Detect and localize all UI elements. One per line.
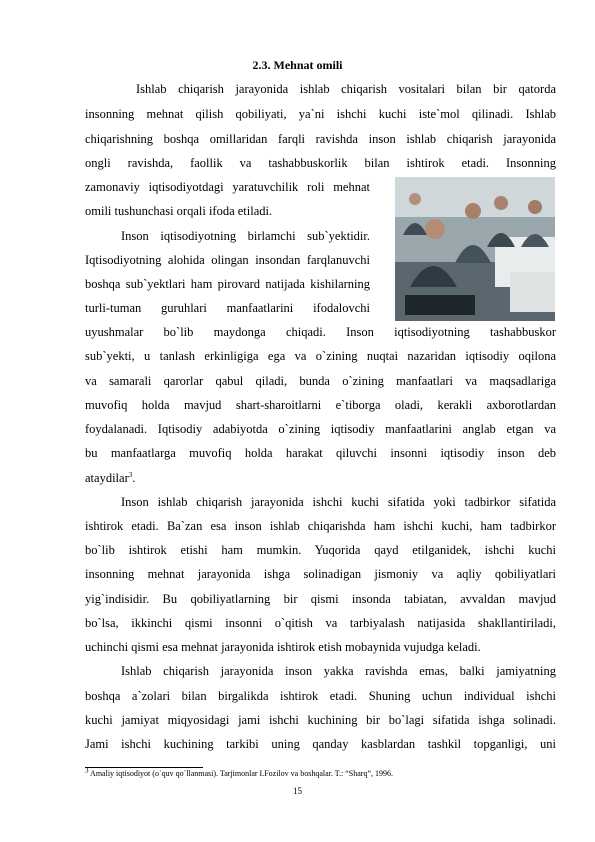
paragraph-4-line: Jami ishchi kuchining tarkibi uning qanday kasblardan tashkil topganligi, uni (85, 737, 556, 751)
paragraph-2-line: Inson iqtisodiyotning birlamchi sub`yektidir. (121, 229, 370, 243)
footnote (85, 766, 394, 779)
footnote-separator (85, 767, 203, 768)
paragraph-3-line: insonning mehnat jarayonida ishga solinadigan jismoniy va aqliy qobiliyatlari (85, 567, 556, 581)
paragraph-1-line: chiqarishning boshqa omillaridan farqli ravishda inson ishlab chiqarish jarayonida (85, 132, 556, 146)
paragraph-3-line: yig`indisidir. Bu qobiliyatlarning bir qismi insonda tabiatan, avvaldan mavjud (85, 592, 556, 606)
paragraph-1-line: omili tushunchasi orqali ifoda etiladi. (85, 204, 273, 218)
paragraph-2-last-line (85, 470, 556, 486)
paragraph-2-line: muvofiq holda mavjud shart-sharoitlarni e`tiborga oladi, kerakli axborotlardan (85, 398, 556, 412)
paragraph-2-line: ataydilar (85, 471, 129, 485)
footnote-number: 3 (85, 766, 89, 775)
paragraph-2-line: bu manfaatlarga muvofiq holda harakat qiluvchi insonni iqtisodiy inson deb (85, 446, 556, 460)
paragraph-4-line: Ishlab chiqarish jarayonida inson yakka ravishda emas, balki jamiyatning (121, 664, 556, 678)
paragraph-1-line: ongli ravishda, faollik va tashabbuskorlik bilan ishtirok etadi. Insonning (85, 156, 556, 170)
section-heading: 2.3. Mehnat omili (252, 58, 343, 72)
paragraph-4-line: boshqa a`zolari bilan birgalikda ishtirok etadi. Shuning uchun individual ishchi (85, 689, 556, 703)
footnote-text: Amaliy iqtisodiyot (o`quv qo`llanmasi). Tarjimonlar I.Fozilov va boshqalar. T.: “Sharq”, 1996. (88, 769, 394, 778)
paragraph-2-line: va samarali qarorlar qabul qiladi, bunda o`zining manfaatlari va maqsadlariga (85, 374, 556, 388)
paragraph-2-line: turli-tuman guruhlari manfaatlarini ifodalovchi (85, 301, 370, 315)
footnote-reference[interactable]: 3 (128, 470, 133, 479)
paragraph-3-line: uchinchi qismi esa mehnat jarayonida ishtirok etish mobaynida vujudga keladi. (85, 640, 481, 654)
paragraph-3-line: Inson ishlab chiqarish jarayonida ishchi kuchi sifatida yoki tadbirkor sifatida (121, 495, 556, 509)
paragraph-3-line: ishtirok etadi. Ba`zan esa inson ishlab chiqarishda ham ishchi kuchi, ham tadbirkor (85, 519, 556, 533)
paragraph-3-line: bo`lib ishtirok etishi ham mumkin. Yuqorida qayd etilganidek, ishchi kuchi (85, 543, 556, 557)
students-photo (395, 177, 555, 321)
sentence-end: . (132, 471, 136, 485)
students-photo-illustration (395, 177, 555, 321)
paragraph-2-line: boshqa sub`yektlari ham pirovard natijada kishilarning (85, 277, 370, 291)
paragraph-4-line: kuchi jamiyat miqyosidagi jami ishchi kuchining bir bo`lagi sifatida ishga solinadi. (85, 713, 556, 727)
paragraph-2-line: foydalanadi. Iqtisodiy adabiyotda o`zining iqtisodiy manfaatlarini anglab etgan va (85, 422, 556, 436)
page-number: 15 (293, 786, 302, 796)
paragraph-1-line: zamonaviy iqtisodiyotdagi yaratuvchilik roli mehnat (85, 180, 370, 194)
paragraph-2-line: uyushmalar bo`lib maydonga chiqadi. Inson iqtisodiyotning tashabbuskor (85, 325, 556, 339)
paragraph-2-line: sub`yekti, u tanlash erkinligiga ega va o`zining nuqtai nazaridan iqtisodiy oqilona (85, 349, 556, 363)
paragraph-3-line: bo`lsa, ikkinchi qismi insonni o`qitish va tarbiyalash natijasida shakllantiriladi, (85, 616, 556, 630)
paragraph-2-line: Iqtisodiyotning alohida olingan insondan farqlanuvchi (85, 253, 370, 267)
paragraph-1-line: insonning mehnat qilish qobiliyati, ya`ni ishchi kuchi iste`mol qilinadi. Ishlab (85, 107, 556, 121)
paragraph-1-line: Ishlab chiqarish jarayonida ishlab chiqarish vositalari bilan bir qatorda (136, 82, 556, 96)
